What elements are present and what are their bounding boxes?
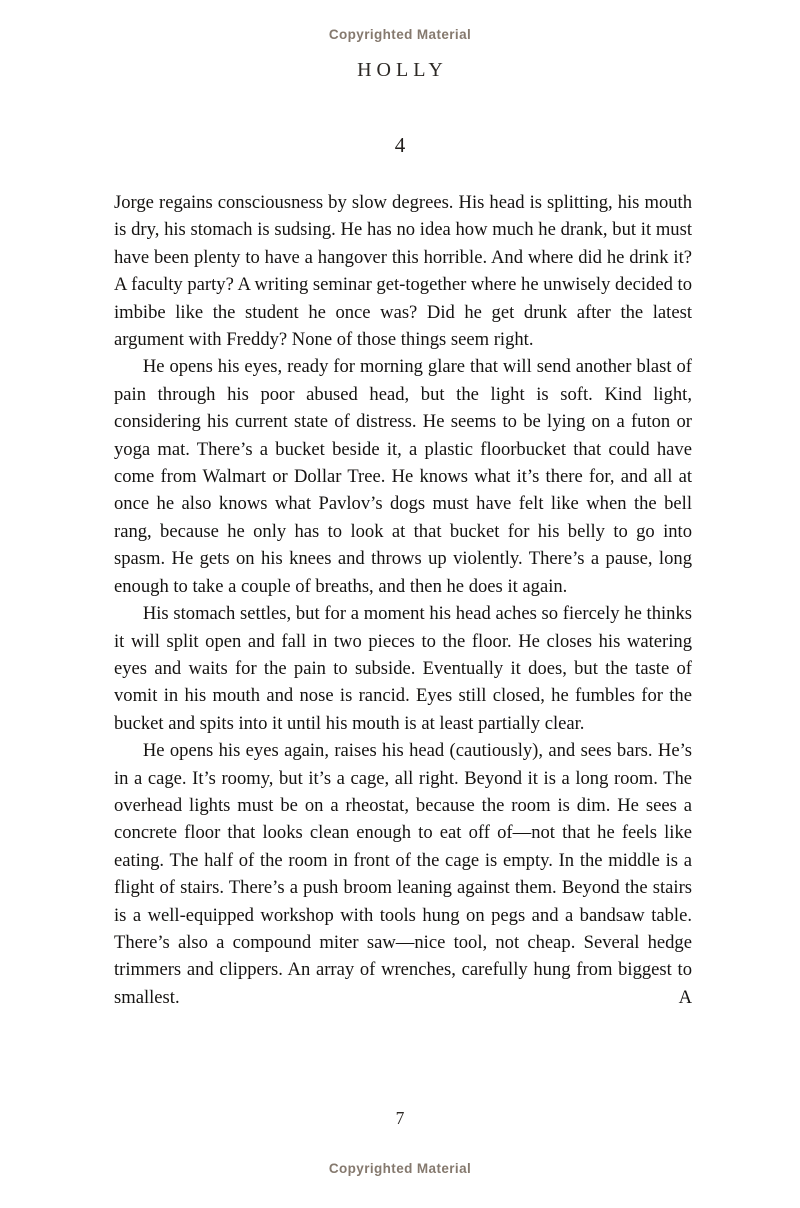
copyright-notice-top: Copyrighted Material [328, 27, 472, 42]
page-number: 7 [395, 1108, 405, 1128]
paragraph: Jorge regains consciousness by slow degrees. His head is splitting, his mouth is dry, his stomach is sudsing. He has no idea how much he drank, but it must have been plenty to have a hangover this horrible. And where did he drink it? A faculty party? A writing seminar get-together where he unwisely decided to imbibe like the student he once was? Did he get drunk after the latest argument with Freddy? None of those things seem right. [114, 192, 692, 351]
book-title: HOLLY [357, 59, 448, 81]
body-text [114, 189, 692, 1011]
paragraph: His stomach settles, but for a moment his head aches so fiercely he thinks it will split open and fall in two pieces to the floor. He closes his watering eyes and waits for the pain to subside. Eventually it does, but the taste of vomit in his mouth and nose is rancid. Eyes still closed, he fumbles for the bucket and spits into it until his mouth is at least partially clear. [114, 603, 692, 734]
copyright-notice-bottom: Copyrighted Material [328, 1161, 472, 1176]
paragraph: He opens his eyes again, raises his head (cautiously), and sees bars. He’s in a cage. It’s roomy, but it’s a cage, all right. Beyond it is a long room. The overhead lights must be on a rheostat, because the room is dim. He sees a concrete floor that looks clean enough to eat off of—not that he feels like eating. The half of the room in front of the cage is empty. In the middle is a flight of stairs. There’s a push broom leaning against them. Beyond the stairs is a well-equipped workshop with tools hung on pegs and a bandsaw table. There’s also a compound miter saw—nice tool, not cheap. Several hedge trimmers and clippers. An array of wrenches, carefully hung from biggest to smallest. A [114, 740, 692, 1008]
chapter-number: 4 [394, 133, 406, 157]
paragraph: He opens his eyes, ready for morning glare that will send another blast of pain through his poor abused head, but the light is soft. Kind light, considering his current state of distress. He seems to be lying on a futon or yoga mat. There’s a bucket beside it, a plastic floorbucket that could have come from Walmart or Dollar Tree. He knows what it’s there for, and all at once he also knows what Pavlov’s dogs must have felt like when the bell rang, because he only has to look at that bucket for his belly to go into spasm. He gets on his knees and throws up violently. There’s a pause, long enough to take a couple of breaths, and then he does it again. [114, 356, 692, 597]
